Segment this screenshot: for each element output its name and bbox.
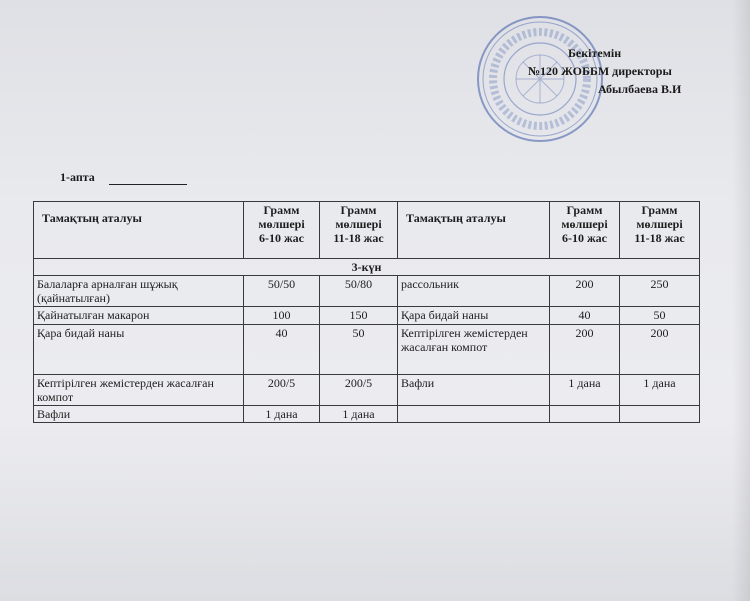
week-label-row xyxy=(60,170,187,185)
header-line: 11-18 жас xyxy=(333,231,384,245)
header-line: мөлшері xyxy=(258,217,305,231)
header-gram-6-10-left xyxy=(244,202,320,259)
week-blank-line xyxy=(109,173,187,185)
header-gram-6-10-right xyxy=(550,202,620,259)
header-food-name-left: Тамақтың аталуы xyxy=(34,202,244,259)
header-line: Грамм xyxy=(566,203,603,217)
gram-11-18-left: 50 xyxy=(320,325,398,375)
gram-6-10-right xyxy=(550,406,620,423)
header-line: мөлшері xyxy=(561,217,608,231)
gram-6-10-right: 40 xyxy=(550,307,620,325)
header-line: Грамм xyxy=(641,203,678,217)
table-row xyxy=(34,375,700,406)
approval-signer: Абылбаева В.И xyxy=(598,82,682,96)
gram-11-18-right: 1 дана xyxy=(620,375,700,406)
header-gram-11-18-right xyxy=(620,202,700,259)
approval-block xyxy=(520,44,720,98)
table-row xyxy=(34,325,700,375)
header-gram-11-18-left xyxy=(320,202,398,259)
table-row xyxy=(34,276,700,307)
food-name-left: Кептірілген жемістерден жасалған компот xyxy=(34,375,244,406)
food-name-left: Қайнатылған макарон xyxy=(34,307,244,325)
header-line: 6-10 жас xyxy=(258,231,305,245)
week-label: 1-апта xyxy=(60,170,95,184)
day-label: 3-күн xyxy=(34,259,700,276)
header-line: Грамм xyxy=(340,203,377,217)
header-row xyxy=(34,202,700,259)
gram-11-18-right: 50 xyxy=(620,307,700,325)
food-name-left: Қара бидай наны xyxy=(34,325,244,375)
food-name-left: Балаларға арналған шұжық (қайнатылған) xyxy=(34,276,244,307)
gram-11-18-right xyxy=(620,406,700,423)
day-row xyxy=(34,259,700,276)
menu-table xyxy=(33,201,700,423)
table-row xyxy=(34,307,700,325)
gram-6-10-left: 100 xyxy=(244,307,320,325)
gram-11-18-left: 50/80 xyxy=(320,276,398,307)
gram-11-18-right: 200 xyxy=(620,325,700,375)
gram-6-10-right: 200 xyxy=(550,276,620,307)
gram-6-10-left: 1 дана xyxy=(244,406,320,423)
header-line: 11-18 жас xyxy=(634,231,685,245)
food-name-right xyxy=(398,406,550,423)
gram-6-10-right: 200 xyxy=(550,325,620,375)
header-food-name-right: Тамақтың аталуы xyxy=(398,202,550,259)
gram-11-18-left: 1 дана xyxy=(320,406,398,423)
food-name-left: Вафли xyxy=(34,406,244,423)
food-name-right: Қара бидай наны xyxy=(398,307,550,325)
gram-11-18-left: 200/5 xyxy=(320,375,398,406)
gram-6-10-left: 200/5 xyxy=(244,375,320,406)
header-line: мөлшері xyxy=(335,217,382,231)
gram-11-18-right: 250 xyxy=(620,276,700,307)
food-name-right: Кептірілген жемістерден жасалған компот xyxy=(398,325,550,375)
food-name-right: Вафли xyxy=(398,375,550,406)
header-line: Грамм xyxy=(263,203,300,217)
approval-title: Бекітемін xyxy=(568,46,622,60)
gram-6-10-left: 40 xyxy=(244,325,320,375)
gram-11-18-left: 150 xyxy=(320,307,398,325)
table-row xyxy=(34,406,700,423)
gram-6-10-left: 50/50 xyxy=(244,276,320,307)
header-line: мөлшері xyxy=(636,217,683,231)
page-edge-shadow xyxy=(732,0,750,601)
header-line: 6-10 жас xyxy=(561,231,608,245)
food-name-right: рассольник xyxy=(398,276,550,307)
approval-position: №120 ЖОББМ директоры xyxy=(528,64,672,78)
gram-6-10-right: 1 дана xyxy=(550,375,620,406)
